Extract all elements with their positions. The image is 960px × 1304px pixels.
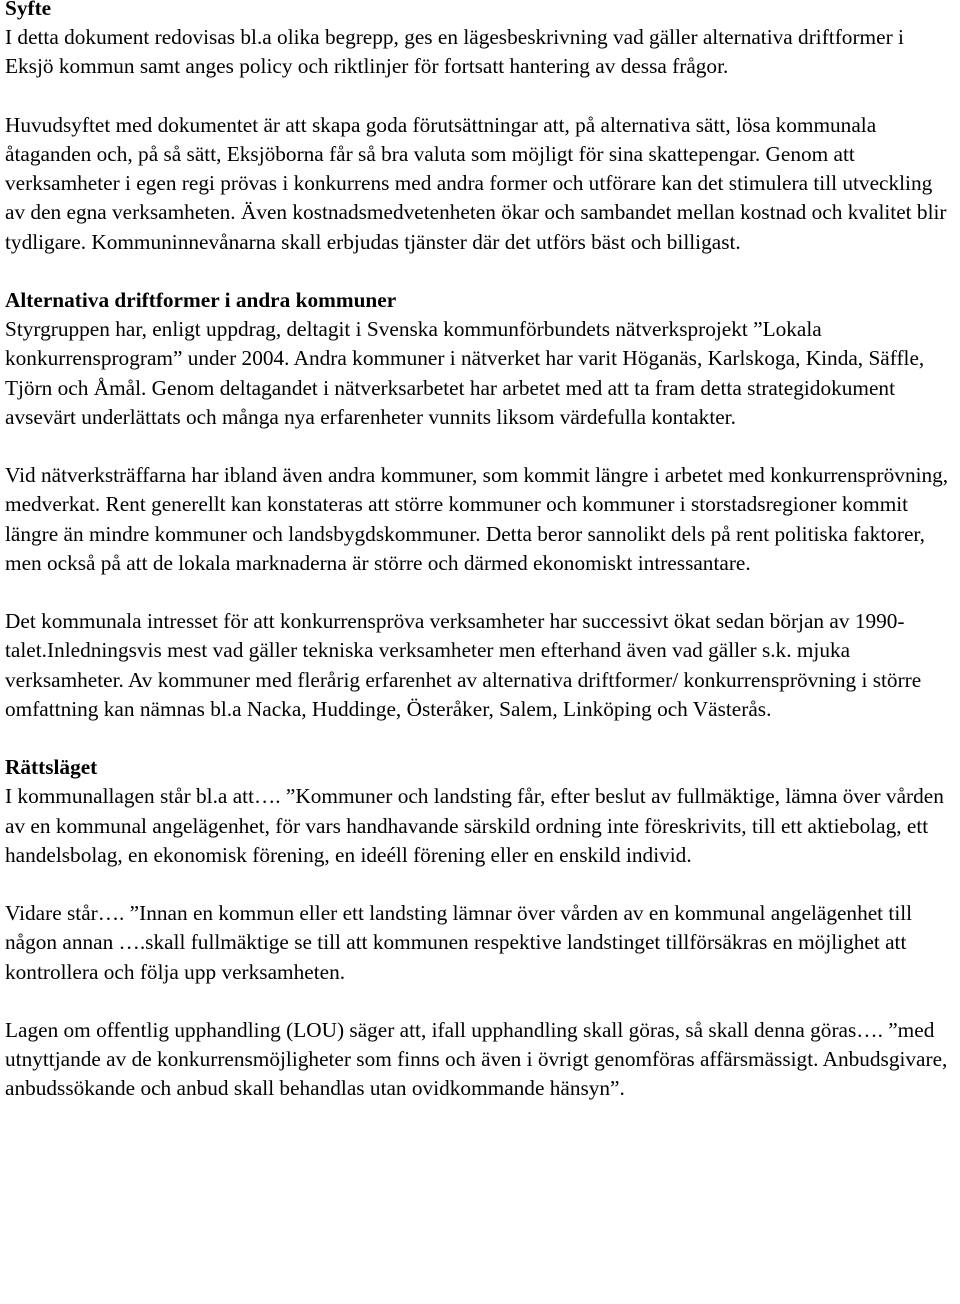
- paragraph-gap: [5, 870, 957, 899]
- section-heading-alternativa: Alternativa driftformer i andra kommuner: [5, 288, 397, 312]
- paragraph-gap: [5, 82, 957, 111]
- document-page: [5, 0, 957, 1104]
- paragraph-gap: [5, 257, 957, 286]
- paragraph-gap: [5, 432, 957, 461]
- paragraph-alternativa-2: Vid nätverksträffarna har ibland även andra kommuner, som kommit längre i arbetet med konkurrensprövning, medverkat. Rent generellt kan konstateras att större kommuner och kommuner i storstadsregioner kommit längre än mindre kommuner och landsbygdskommuner. Detta beror sannolikt dels på rent politiska faktorer, men också på att de lokala marknaderna är större och därmed ekonomiskt intressantare.: [5, 463, 949, 575]
- paragraph-rattslaget-3: Lagen om offentlig upphandling (LOU) säger att, ifall upphandling skall göras, så skall denna göras…. ”med utnyttjande av de konkurrensmöjligheter som finns och även i övrigt genomföras affärsmässigt. Anbudsgivare, anbudssökande och anbud skall behandlas utan ovidkommande hänsyn”.: [5, 1018, 948, 1101]
- section-heading-rattslaget: Rättsläget: [5, 755, 98, 780]
- paragraph-rattslaget-1: I kommunallagen står bl.a att…. ”Kommuner och landsting får, efter beslut av fullmäktige, lämna över vården av en kommunal angelägenhet, för vars handhavande särskild ordning inte föreskrivits, till ett aktiebolag, ett handelsbolag, en ekonomisk förening, en ideéll förening eller en enskild individ.: [5, 784, 944, 867]
- paragraph-alternativa-1: Styrgruppen har, enligt uppdrag, deltagit i Svenska kommunförbundets nätverksprojekt ”Lokala konkurrensprogram” under 2004. Andra kommuner i nätverket har varit Höganäs, Karlskoga, Kinda, Säffle, Tjörn och Åmål. Genom deltagandet i nätverksarbetet har arbetet med att ta fram detta strategidokument avsevärt underlättats och många nya erfarenheter vunnits liksom värdefulla kontakter.: [5, 317, 925, 429]
- paragraph-syfte-intro: I detta dokument redovisas bl.a olika begrepp, ges en lägesbeskrivning vad gäller alternativa driftformer i Eksjö kommun samt anges policy och riktlinjer för fortsatt hantering av dessa frågor.: [5, 25, 904, 79]
- paragraph-gap: [5, 987, 957, 1016]
- paragraph-gap: [5, 578, 957, 607]
- paragraph-gap: [5, 724, 957, 753]
- paragraph-alternativa-3: Det kommunala intresset för att konkurrenspröva verksamheter har successivt ökat sedan början av 1990-talet.Inledningsvis mest vad gäller tekniska verksamheter men efterhand även vad gäller s.k. mjuka verksamheter. Av kommuner med flerårig erfarenhet av alternativa driftformer/ konkurrensprövning i större omfattning kan nämnas bl.a Nacka, Huddinge, Österåker, Salem, Linköping och Västerås.: [5, 609, 922, 721]
- paragraph-syfte-main: Huvudsyftet med dokumentet är att skapa goda förutsättningar att, på alternativa sätt, lösa kommunala åtaganden och, på så sätt, Eksjöborna får så bra valuta som möjligt för sina skattepengar. Genom att verksamheter i egen regi prövas i konkurrens med andra former och utförare kan det stimulera till utveckling av den egna verksamheten. Även kostnadsmedvetenheten ökar och sambandet mellan kostnad och kvalitet blir tydligare. Kommuninnevånarna skall erbjudas tjänster där det utförs bäst och billigast.: [5, 112, 947, 254]
- paragraph-rattslaget-2: Vidare står…. ”Innan en kommun eller ett landsting lämnar över vården av en kommunal angelägenhet till någon annan ….skall fullmäktige se till att kommunen respektive landstinget tillförsäkras en möjlighet att kontrollera och följa upp verksamheten.: [5, 901, 913, 984]
- section-heading-syfte: Syfte: [5, 0, 52, 20]
